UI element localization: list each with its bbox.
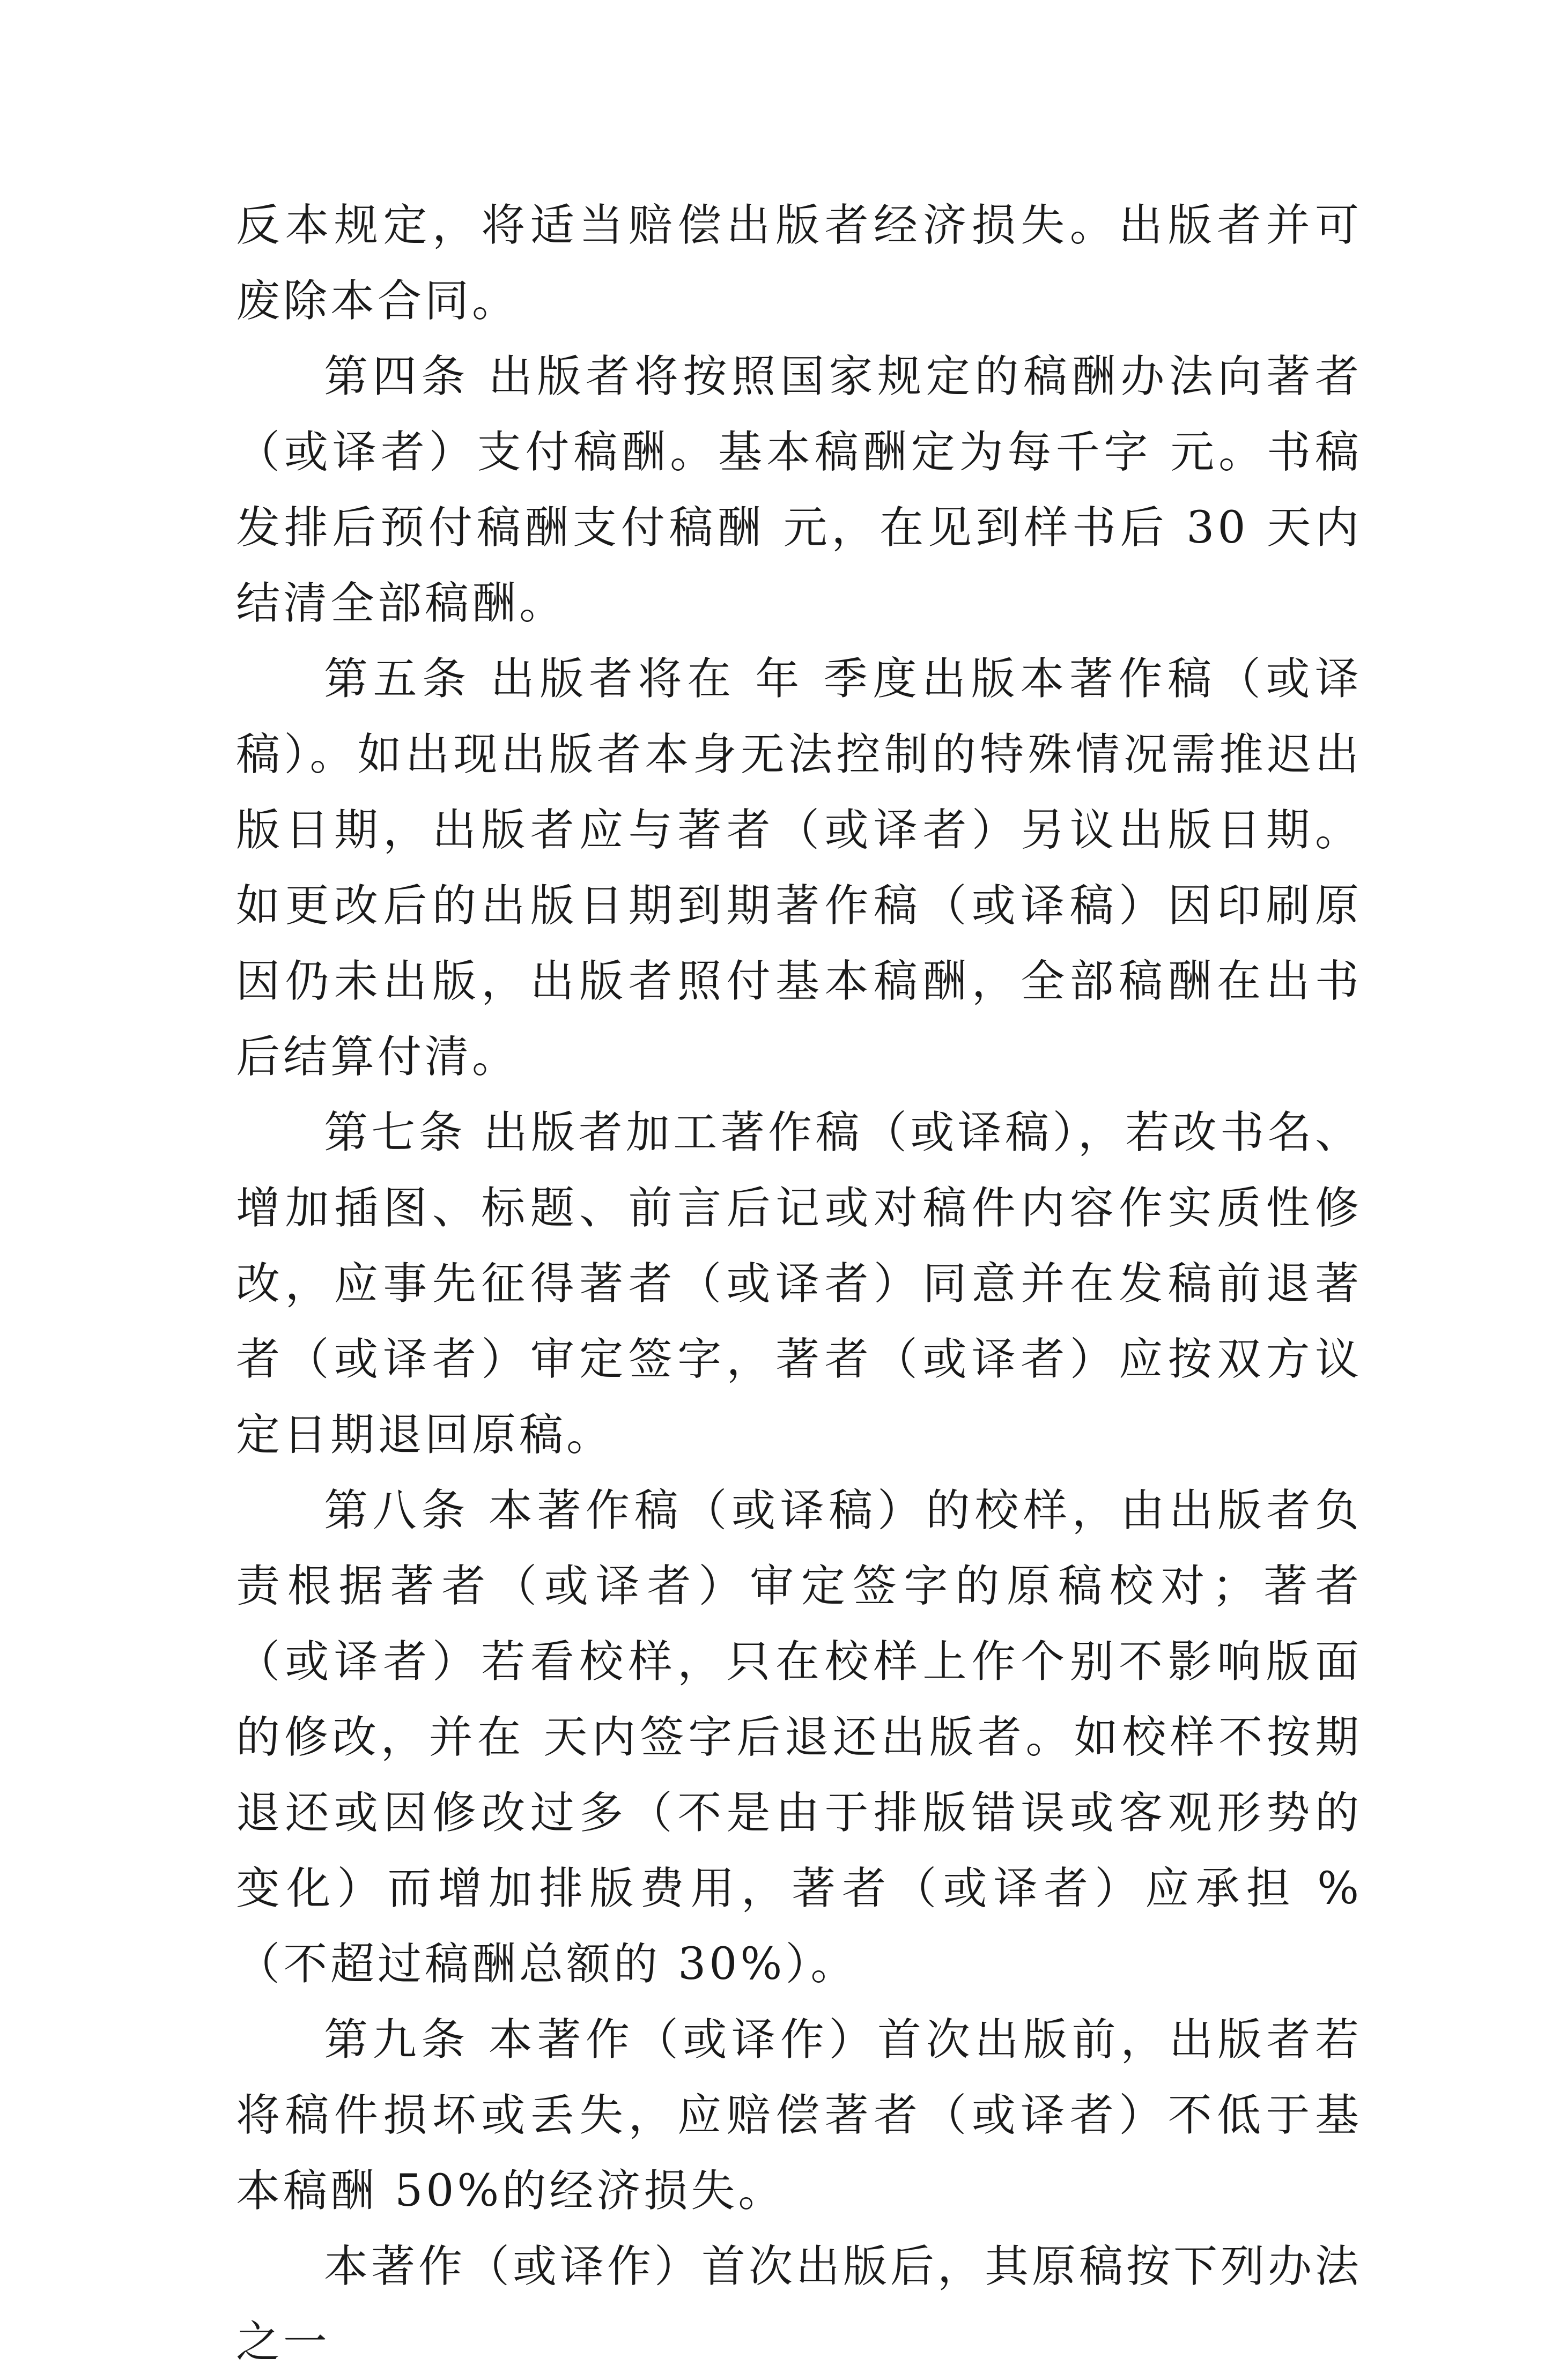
paragraph-continuation: 反本规定，将适当赔偿出版者经济损失。出版者并可废除本合同。 bbox=[236, 200, 1362, 327]
paragraph-article-5: 第五条 出版者将在 年 季度出版本著作稿（或译稿）。如出现出版者本身无法控制的特殊情况需推迟出版日期，出版者应与著者（或译者）另议出版日期。如更改后的出版日期到期著作稿（或译稿）因印刷原因仍未出版，出版者照付基本稿酬，全部稿酬在出书后结算付清。 bbox=[236, 654, 1362, 1083]
paragraph-article-7: 第七条 出版者加工著作稿（或译稿），若改书名、增加插图、标题、前言后记或对稿件内容作实质性修改，应事先征得著者（或译者）同意并在发稿前退著者（或译者）审定签字，著者（或译者）应按双方议定日期退回原稿。 bbox=[236, 1107, 1362, 1460]
paragraph-article-8: 第八条 本著作稿（或译稿）的校样，由出版者负责根据著者（或译者）审定签字的原稿校对；著者（或译者）若看校样，只在校样上作个别不影响版面的修改，并在 天内签字后退还出版者。如校样不按期退还或因修改过多（不是由于排版错误或客观形势的变化）而增加排版费用，著者（或译者）应承担 %（不超过稿酬总额的 30%）。 bbox=[236, 1485, 1362, 1990]
paragraph-manuscript-return: 本著作（或译作）首次出版后，其原稿按下列办法之一 bbox=[236, 2241, 1363, 2368]
paragraph-article-9: 第九条 本著作（或译作）首次出版前，出版者若将稿件损坏或丢失，应赔偿著者（或译者）不低于基本稿酬 50%的经济损失。 bbox=[236, 2014, 1362, 2216]
paragraph-article-4: 第四条 出版者将按照国家规定的稿酬办法向著者（或译者）支付稿酬。基本稿酬定为每千字 元。书稿发排后预付稿酬支付稿酬 元，在见到样书后 30 天内结清全部稿酬。 bbox=[236, 351, 1362, 629]
document-page bbox=[236, 188, 1362, 2380]
